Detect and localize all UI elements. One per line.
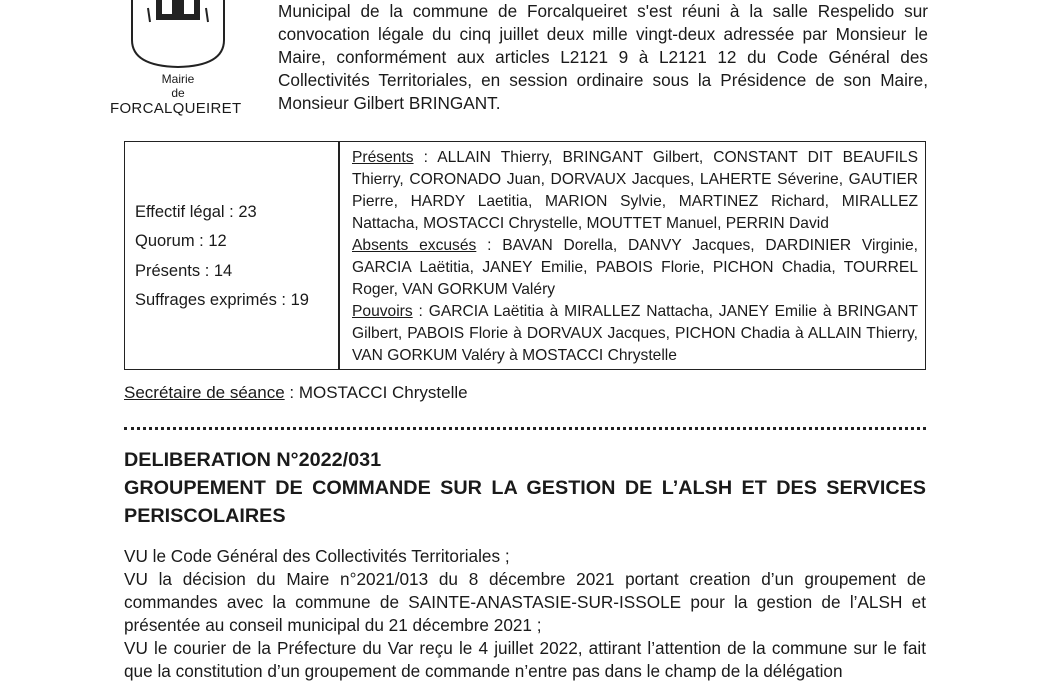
deliberation-heading — [124, 446, 926, 530]
presents-label: Présents — [352, 149, 414, 166]
logo-commune: FORCALQUEIRET — [110, 100, 242, 117]
absents-label: Absents excusés — [352, 237, 477, 254]
pouvoirs-line — [352, 301, 918, 367]
stat-effectif: Effectif légal : 23 — [135, 203, 257, 221]
section-divider — [124, 427, 926, 430]
intro-text: Municipal de la commune de Forcalqueiret s'est réuni à la salle Respelido sur convocation légale du cinq juillet deux mille vingt-deux adressée par Monsieur le Maire, conformément aux articles L2121 9 à L2121 12 du Code Général des Collectivités Territoriales, en session ordinaire sous la Présidence de son Maire, Monsieur Gilbert BRINGANT. — [278, 1, 928, 113]
stat-quorum: Quorum : 12 — [135, 232, 227, 251]
secretaire-name: : MOSTACCI Chrystelle — [284, 383, 468, 402]
attendance-column — [352, 147, 918, 367]
logo-mairie: Mairie — [161, 72, 195, 86]
attendance-box — [124, 141, 926, 370]
presents-line — [352, 147, 918, 235]
stat-presents: Présents : 14 — [135, 261, 233, 280]
presents-list: : ALLAIN Thierry, BRINGANT Gilbert, CONSTANT DIT BEAUFILS Thierry, CORONADO Juan, DORVAUX Jacques, LAHERTE Séverine, GAUTIER Pierre, HARDY Laetitia, MARION Sylvie, MARTINEZ Richard, MIRALLEZ Nattacha, MOSTACCI Chrystelle, MOUTTET Manuel, PERRIN David — [352, 149, 918, 232]
deliberation-title: GROUPEMENT DE COMMANDE SUR LA GESTION DE L’ALSH ET DES SERVICES PERISCOLAIRES — [124, 477, 926, 527]
secretaire-line — [124, 382, 468, 404]
body-paragraph-2: VU la décision du Maire n°2021/013 du 8 décembre 2021 portant creation d’un groupement de commandes avec la commune de SAINTE-ANASTASIE-SUR-ISSOLE pour la gestion de l’ALSH et présentée au conseil municipal du 21 décembre 2021 ; — [124, 569, 926, 635]
stats-column — [135, 198, 335, 315]
deliberation-number: DELIBERATION N°2022/031 — [124, 449, 382, 471]
deliberation-body — [124, 545, 926, 683]
absents-list: : BAVAN Dorella, DANVY Jacques, DARDINIER Virginie, GARCIA Laëtitia, JANEY Emilie, PABOIS Florie, PICHON Chadia, TOURREL Roger, VAN GORKUM Valéry — [352, 237, 918, 298]
stat-suffrages: Suffrages exprimés : 19 — [135, 290, 309, 309]
body-paragraph-1: VU le Code Général des Collectivités Territoriales ; — [124, 546, 510, 566]
body-paragraph-3: VU le courier de la Préfecture du Var reçu le 4 juillet 2022, attirant l’attention de la commune sur le fait que la constitution d’un groupement de commande n’entre pas dans le champ de la délégation — [124, 638, 926, 681]
pouvoirs-label: Pouvoirs — [352, 303, 413, 320]
mairie-logo — [110, 0, 242, 125]
pouvoirs-list: : GARCIA Laëtitia à MIRALLEZ Nattacha, JANEY Emilie à BRINGANT Gilbert, PABOIS Florie à DORVAUX Jacques, PICHON Chadia à ALLAIN Thierry, VAN GORKUM Valéry à MOSTACCI Chrystelle — [352, 303, 918, 364]
absents-line — [352, 235, 918, 301]
secretaire-label: Secrétaire de séance — [124, 383, 285, 402]
logo-de: de — [171, 86, 185, 100]
coat-of-arms-icon — [126, 0, 230, 68]
box-divider — [338, 142, 340, 369]
intro-paragraph — [278, 0, 928, 115]
